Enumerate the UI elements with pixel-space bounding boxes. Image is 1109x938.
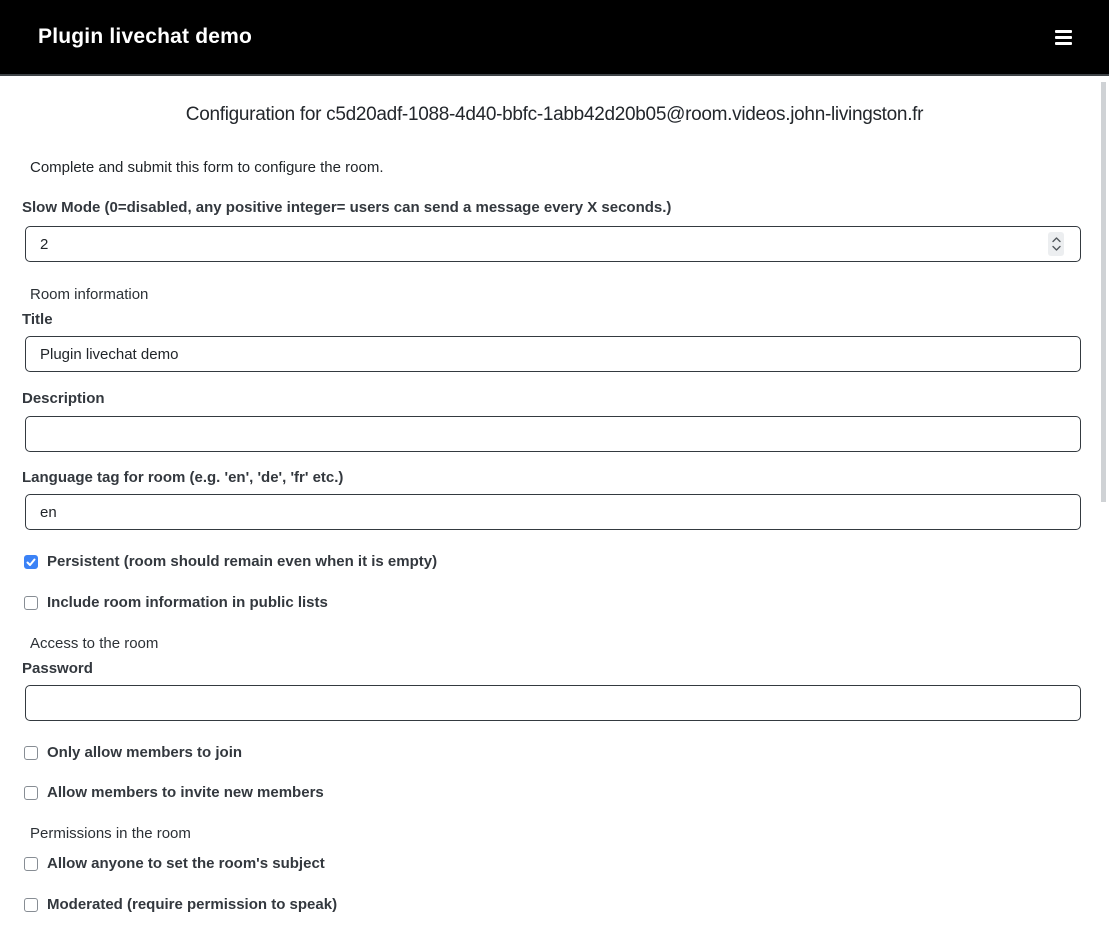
members-only-checkbox[interactable] xyxy=(24,746,38,760)
checkmark-icon xyxy=(26,558,36,567)
language-tag-label: Language tag for room (e.g. 'en', 'de', 'fr' etc.) xyxy=(22,469,344,486)
moderated-checkbox-label: Moderated (require permission to speak) xyxy=(47,896,338,913)
slow-mode-label: Slow Mode (0=disabled, any positive integer= users can send a message every X seconds.) xyxy=(22,199,672,216)
description-input[interactable] xyxy=(25,416,1081,452)
hamburger-icon xyxy=(1055,30,1072,45)
moderated-checkbox-row xyxy=(24,896,1109,914)
title-input[interactable] xyxy=(25,336,1081,372)
public-list-checkbox-row xyxy=(24,594,1109,612)
members-invite-checkbox-label: Allow members to invite new members xyxy=(47,784,324,801)
section-room-information: Room information xyxy=(30,286,149,303)
app-title: Plugin livechat demo xyxy=(38,25,253,48)
chevron-down-icon xyxy=(1052,245,1061,251)
members-only-checkbox-label: Only allow members to join xyxy=(47,744,243,761)
title-label: Title xyxy=(22,311,53,328)
members-invite-checkbox-row xyxy=(24,784,1109,802)
section-permissions: Permissions in the room xyxy=(30,825,191,842)
password-label: Password xyxy=(22,660,93,677)
change-subject-checkbox-row xyxy=(24,855,1109,873)
public-list-checkbox[interactable] xyxy=(24,596,38,610)
language-tag-input[interactable] xyxy=(25,494,1081,530)
password-input[interactable] xyxy=(25,685,1081,721)
change-subject-checkbox[interactable] xyxy=(24,857,38,871)
persistent-checkbox[interactable] xyxy=(24,555,38,569)
hamburger-menu-button[interactable] xyxy=(1051,26,1076,49)
configuration-form xyxy=(0,104,1109,914)
members-invite-checkbox[interactable] xyxy=(24,786,38,800)
change-subject-checkbox-label: Allow anyone to set the room's subject xyxy=(47,855,325,872)
page-title: Configuration for c5d20adf-1088-4d40-bbfc-1abb42d20b05@room.videos.john-livingston.fr xyxy=(185,104,924,125)
slow-mode-field xyxy=(0,226,1109,262)
persistent-checkbox-row xyxy=(24,553,1109,571)
members-only-checkbox-row xyxy=(24,744,1109,762)
description-label: Description xyxy=(22,390,105,407)
vertical-scrollbar[interactable] xyxy=(1101,82,1106,502)
form-instructions: Complete and submit this form to configure the room. xyxy=(30,159,384,176)
section-access: Access to the room xyxy=(30,635,159,652)
persistent-checkbox-label: Persistent (room should remain even when it is empty) xyxy=(47,553,438,570)
number-spinner[interactable] xyxy=(1048,232,1064,256)
app-header xyxy=(0,0,1109,76)
slow-mode-input[interactable] xyxy=(25,226,1081,262)
moderated-checkbox[interactable] xyxy=(24,898,38,912)
chevron-up-icon xyxy=(1052,237,1061,243)
public-list-checkbox-label: Include room information in public lists xyxy=(47,594,328,611)
